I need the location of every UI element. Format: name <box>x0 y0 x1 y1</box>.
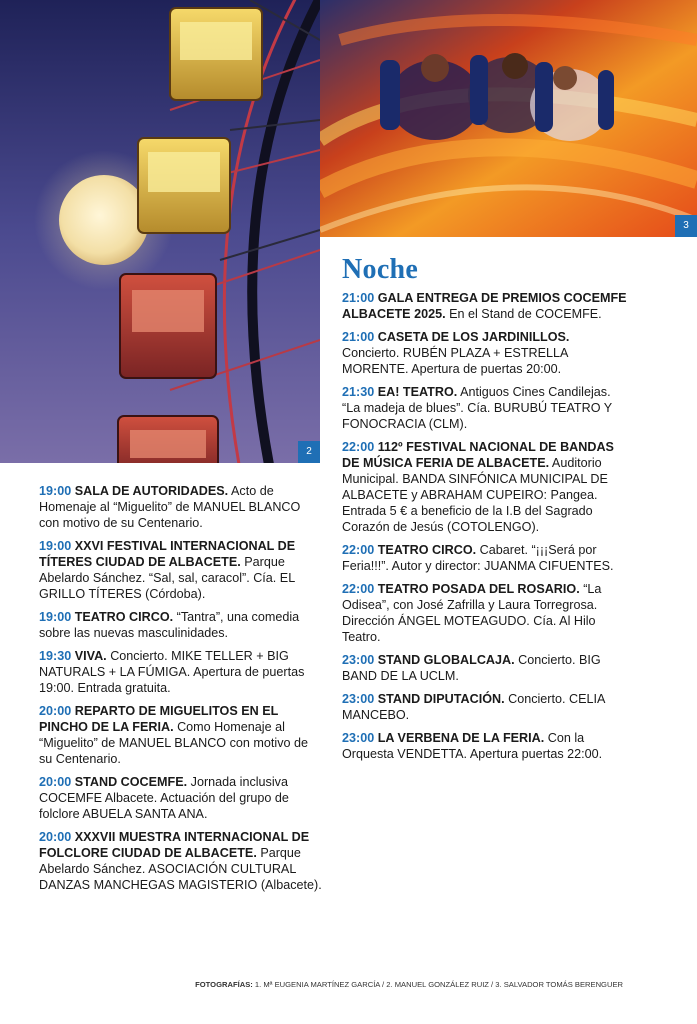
photo-credits <box>195 980 623 989</box>
event-item <box>342 730 627 762</box>
event-item <box>342 652 627 684</box>
photo-number-badge: 3 <box>675 215 697 237</box>
event-description: Jornada inclusiva COCEMFE Albacete. Actuación del grupo de folclore ABUELA SANTA ANA. <box>39 775 289 821</box>
event-time: 20:00 <box>39 775 72 789</box>
event-title: VIVA. <box>74 649 107 663</box>
event-title: XXXVII MUESTRA INTERNACIONAL DE FOLCLORE CIUDAD DE ALBACETE. <box>39 830 310 860</box>
event-description: En el Stand de COCEMFE. <box>449 307 602 321</box>
event-item <box>39 648 323 696</box>
event-title: TEATRO POSADA DEL ROSARIO. <box>377 582 580 596</box>
event-description: Parque Abelardo Sánchez. “Sal, sal, caracol”. Cía. EL GRILLO TÍTERES (Córdoba). <box>39 555 295 601</box>
event-description: Antiguos Cines Candilejas. “La madeja de blues”. Cía. BURUBÚ TEATRO Y FONOCRACIA (CLM). <box>342 385 612 431</box>
event-time: 22:00 <box>342 543 375 557</box>
event-title: TEATRO CIRCO. <box>74 610 174 624</box>
event-title: 112º FESTIVAL NACIONAL DE BANDAS DE MÚSICA FERIA DE ALBACETE. <box>342 440 614 470</box>
event-item <box>342 384 627 432</box>
event-description: Acto de Homenaje al “Miguelito” de MANUEL BLANCO con motivo de su Centenario. <box>39 484 301 530</box>
event-time: 21:00 <box>342 330 375 344</box>
event-time: 19:30 <box>39 649 72 663</box>
night-events-list <box>342 290 627 769</box>
event-item <box>39 774 323 822</box>
event-title: STAND GLOBALCAJA. <box>377 653 515 667</box>
event-time: 19:00 <box>39 539 72 553</box>
event-description: Auditorio Municipal. BANDA SINFÓNICA MUNICIPAL DE ALBACETE y ABRAHAM CUPEIRO: Pangea. Entrada 5 € a beneficio de la I.B del Sagrado Corazón de Jesús (COTOLENGO). <box>342 456 608 534</box>
event-time: 21:30 <box>342 385 375 399</box>
credits-text: 1. Mª EUGENIA MARTÍNEZ GARCÍA / 2. MANUEL GONZÁLEZ RUIZ / 3. SALVADOR TOMÁS BERENGUER <box>252 980 623 989</box>
event-title: TEATRO CIRCO. <box>377 543 477 557</box>
event-title: STAND DIPUTACIÓN. <box>377 692 505 706</box>
event-description: Concierto. CELIA MANCEBO. <box>342 692 605 722</box>
event-description: Parque Abelardo Sánchez. ASOCIACIÓN CULTURAL DANZAS MANCHEGAS MAGISTERIO (Albacete). <box>39 846 322 892</box>
event-item <box>39 483 323 531</box>
event-time: 22:00 <box>342 440 375 454</box>
event-item <box>39 538 323 602</box>
event-title: EA! TEATRO. <box>377 385 458 399</box>
event-item <box>342 581 627 645</box>
event-item <box>342 290 627 322</box>
fair-ride-photo <box>320 0 697 237</box>
event-item <box>39 703 323 767</box>
event-time: 23:00 <box>342 653 375 667</box>
event-time: 20:00 <box>39 830 72 844</box>
ferris-wheel-photo <box>0 0 320 463</box>
event-description: Cabaret. “¡¡¡Será por Feria!!!”. Autor y director: JUANMA CIFUENTES. <box>342 543 614 573</box>
event-item <box>342 329 627 377</box>
event-description: “La Odisea”, con José Zafrilla y Laura Torregrosa. Dirección ÁNGEL MOTEAGUDO. Cía. Al Hilo Teatro. <box>342 582 602 644</box>
event-time: 19:00 <box>39 484 72 498</box>
event-title: SALA DE AUTORIDADES. <box>74 484 229 498</box>
photo-number-badge: 2 <box>298 441 320 463</box>
event-time: 19:00 <box>39 610 72 624</box>
event-time: 23:00 <box>342 692 375 706</box>
event-title: GALA ENTREGA DE PREMIOS COCEMFE ALBACETE 2025. <box>342 291 627 321</box>
event-title: STAND COCEMFE. <box>74 775 188 789</box>
event-item <box>342 439 627 535</box>
event-time: 21:00 <box>342 291 375 305</box>
event-description: Concierto. BIG BAND DE LA UCLM. <box>342 653 601 683</box>
event-item <box>342 542 627 574</box>
event-title: LA VERBENA DE LA FERIA. <box>377 731 545 745</box>
event-title: REPARTO DE MIGUELITOS EN EL PINCHO DE LA FERIA. <box>39 704 279 734</box>
event-item <box>39 829 323 893</box>
event-time: 20:00 <box>39 704 72 718</box>
event-description: Con la Orquesta VENDETTA. Apertura puertas 22:00. <box>342 731 603 761</box>
event-item <box>39 609 323 641</box>
section-title: Noche <box>342 254 419 285</box>
event-item <box>342 691 627 723</box>
evening-events-list <box>39 483 323 900</box>
event-time: 22:00 <box>342 582 375 596</box>
credits-label: FOTOGRAFÍAS: <box>195 980 253 989</box>
event-description: Como Homenaje al “Miguelito” de MANUEL BLANCO con motivo de su Centenario. <box>39 720 309 766</box>
event-description: Concierto. RUBÉN PLAZA + ESTRELLA MORENTE. Apertura de puertas 20:00. <box>342 346 568 376</box>
event-description: Concierto. MIKE TELLER + BIG NATURALS + LA FÚMIGA. Apertura de puertas 19:00. Entrada gratuita. <box>39 649 305 695</box>
event-title: XXVI FESTIVAL INTERNACIONAL DE TÍTERES CIUDAD DE ALBACETE. <box>39 539 296 569</box>
event-title: CASETA DE LOS JARDINILLOS. <box>377 330 570 344</box>
event-description: “Tantra”, una comedia sobre las nuevas masculinidades. <box>39 610 300 640</box>
event-time: 23:00 <box>342 731 375 745</box>
